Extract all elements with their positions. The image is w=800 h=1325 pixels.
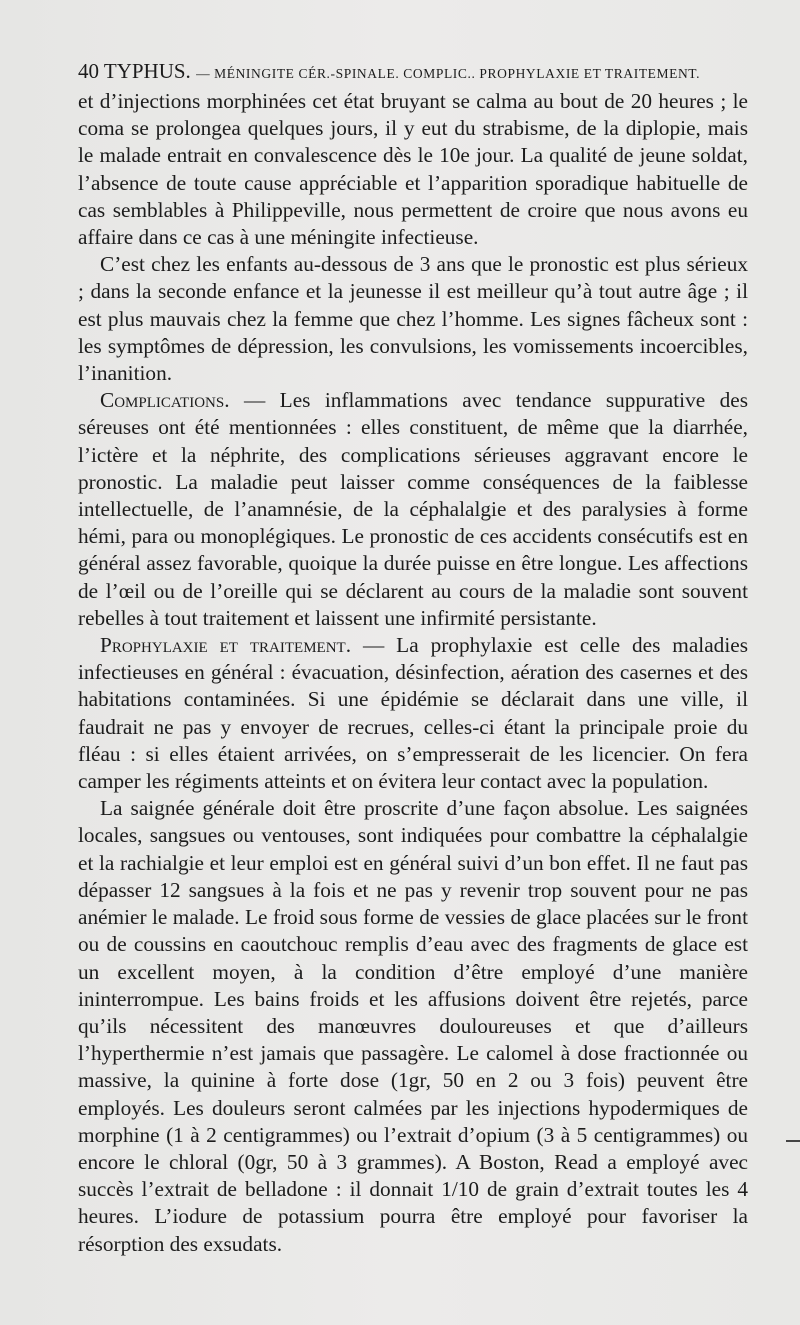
running-header xyxy=(78,56,748,89)
body-text xyxy=(78,88,748,1258)
paragraph xyxy=(78,387,748,632)
section-heading: Prophylaxie et traitement. xyxy=(100,633,352,658)
header-title: TYPHUS. xyxy=(103,59,191,83)
paragraph xyxy=(78,632,748,795)
paragraph-text: et d’injections morphinées cet état bruyant se calma au bout de 20 heures ; le coma se prolongea quelques jours, il y eut du strabisme, de la diplopie, mais le malade entrait en convalescence dès le 10e jour. La qualité de jeune soldat, l’absence de toute cause appréciable et l’apparition sporadique habituelle de cas semblables à Philippeville, nous permettent de croire que nous avons eu affaire dans ce cas à une méningite infectieuse. xyxy=(78,89,748,250)
paragraph-text: La saignée générale doit être proscrite d’une façon absolue. Les saignées locales, sangsues ou ventouses, sont indiquées pour combattre la céphalalgie et la rachialgie et leur emploi est en général suivi d’un bon effet. Il ne faut pas dépasser 12 sangsues à la fois et ne pas y revenir trop souvent pour ne pas anémier le malade. Le froid sous forme de vessies de glace placées sur le front ou de coussins en caoutchouc remplis d’eau avec des fragments de glace est un excellent moyen, à la condition d’être employé d’une manière ininterrompue. Les bains froids et les affusions doivent être rejetés, parce qu’ils nécessitent des manœuvres douloureuses et que d’ailleurs l’hyperthermie n’est jamais que passagère. Le calomel à dose fractionnée ou massive, la quinine à forte dose (1gr, 50 en 2 ou 3 fois) peuvent être employés. Les douleurs seront calmées par les injections hypodermiques de morphine (1 à 2 centigrammes) ou l’extrait d’opium (3 à 5 centigrammes) ou encore le chloral (0gr, 50 à 3 grammes). A Boston, Read a employé avec succès l’extrait de belladone : il donnait 1/10 de grain d’extrait toutes les 4 heures. L’iodure de potassium pourra être employé pour favoriser la résorption des exsudats. xyxy=(78,796,748,1256)
page-number: 40 xyxy=(78,59,99,83)
paragraph-text: — Les inflammations avec tendance suppurative des séreuses ont été mentionnées : elles constituent, de même que la diarrhée, l’ictère et la néphrite, des complications sérieuses aggravant encore le pronostic. La maladie peut laisser comme conséquences de la faiblesse intellectuelle, de l’anamnésie, de la céphalalgie et des paralysies à forme hémi, para ou monoplégiques. Le pronostic de ces accidents consécutifs est en général assez favorable, quoique la durée puisse en être longue. Les affections de l’œil ou de l’oreille qui se déclarent au cours de la maladie sont souvent rebelles à tout traitement et laissent une infirmité persistante. xyxy=(78,388,748,630)
paragraph xyxy=(78,88,748,251)
paragraph xyxy=(78,795,748,1257)
section-heading: Complications. xyxy=(100,388,230,413)
paragraph xyxy=(78,251,748,387)
paragraph-text: — La prophylaxie est celle des maladies infectieuses en général : évacuation, désinfection, aération des casernes et des habitations contaminées. Si une épidémie se déclarait dans une ville, il faudrait ne pas y envoyer de recrues, celles-ci étant la principale proie du fléau : si elles étaient arrivées, on s’empresserait de les licencier. On fera camper les régiments atteints et on évitera leur contact avec la population. xyxy=(78,633,748,794)
margin-mark xyxy=(786,1140,800,1142)
header-section: — MÉNINGITE CÉR.-SPINALE. COMPLIC.. PROPHYLAXIE ET TRAITEMENT. xyxy=(196,66,701,81)
paragraph-text: C’est chez les enfants au-dessous de 3 ans que le pronostic est plus sérieux ; dans la seconde enfance et la jeunesse il est meilleur qu’à tout autre âge ; il est plus mauvais chez la femme que chez l’homme. Les signes fâcheux sont : les symptômes de dépression, les convulsions, les vomissements incoercibles, l’inanition. xyxy=(78,252,748,386)
